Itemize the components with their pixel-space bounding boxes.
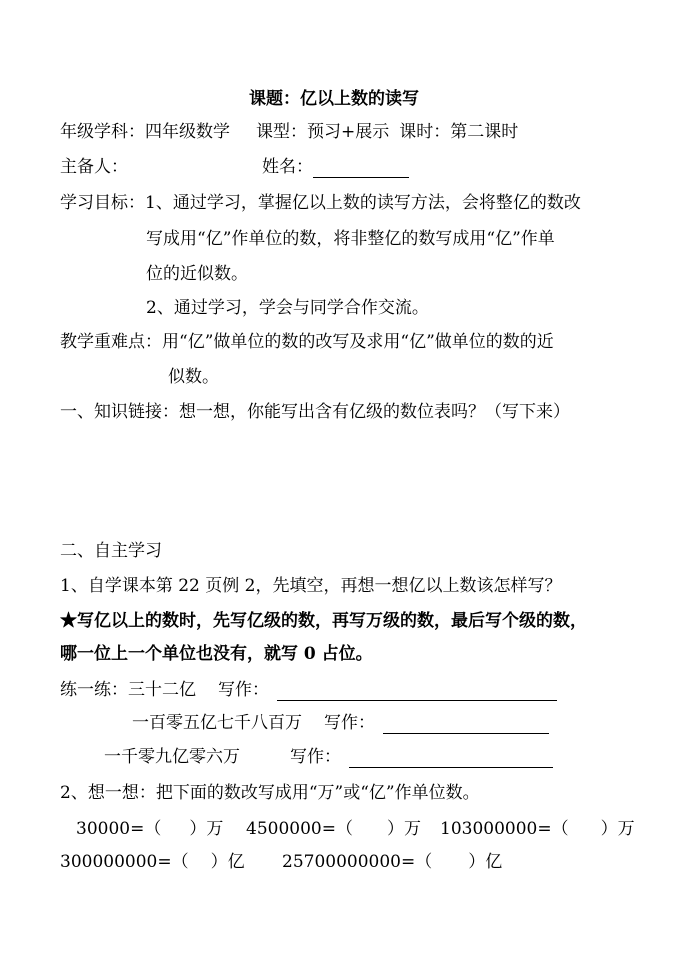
rule-line-1: ★写亿以上的数时，先写亿级的数，再写万级的数，最后写个级的数， — [60, 611, 587, 631]
conversion-item — [60, 851, 245, 873]
practice-row-3 — [104, 746, 553, 768]
preparer-label: 主备人： — [60, 157, 128, 177]
conversion-item — [76, 818, 223, 840]
conversion-unit: ）亿 — [210, 852, 245, 872]
conversion-unit: ）亿 — [468, 852, 503, 872]
objective-1-line-3: 位的近似数。 — [146, 264, 248, 284]
write-label: 写作： — [218, 680, 269, 700]
conversion-number: 25700000000=（ — [282, 852, 433, 872]
practice-row-1 — [60, 679, 557, 701]
conversion-item — [246, 818, 421, 840]
practice-row-2 — [132, 712, 549, 734]
conversion-item — [440, 818, 635, 840]
name-label: 姓名： — [262, 157, 313, 177]
objective-1-line-1: 1、通过学习，掌握亿以上数的读写方法，会将整亿的数改 — [145, 193, 581, 213]
practice-number: 三十二亿 — [128, 680, 196, 700]
lesson-period: 课时：第二课时 — [399, 122, 519, 142]
conversion-number: 30000=（ — [76, 819, 162, 839]
objectives-line-1 — [60, 192, 581, 214]
conversion-unit: ）万 — [189, 819, 224, 839]
objectives-label: 学习目标： — [60, 193, 145, 213]
conversion-number: 103000000=（ — [440, 819, 569, 839]
practice-number: 一百零五亿七千八百万 — [132, 713, 302, 733]
conversion-unit: ）万 — [386, 819, 421, 839]
self-study-heading: 二、自主学习 — [60, 541, 162, 561]
rule-line-2: 哪一位上一个单位也没有，就写 0 占位。 — [60, 644, 373, 664]
write-label: 写作： — [290, 747, 341, 767]
answer-blank[interactable] — [277, 682, 557, 701]
name-row — [262, 156, 409, 178]
answer-blank[interactable] — [349, 749, 553, 768]
objective-2: 2、通过学习，学会与同学合作交流。 — [146, 298, 429, 318]
key-points-line-2: 似数。 — [168, 367, 219, 387]
grade-subject: 年级学科：四年级数学 — [60, 122, 230, 142]
name-blank[interactable] — [313, 159, 409, 178]
answer-blank[interactable] — [383, 715, 549, 734]
task-2: 2、想一想：把下面的数改写成用“万”或“亿”作单位数。 — [60, 783, 480, 803]
conversion-number: 300000000=（ — [60, 852, 189, 872]
conversion-number: 4500000=（ — [246, 819, 353, 839]
conversion-item — [282, 851, 502, 873]
header-info-row — [60, 121, 518, 143]
key-points-line-1: 教学重难点：用“亿”做单位的数的改写及求用“亿”做单位的数的近 — [60, 332, 554, 352]
practice-number: 一千零九亿零六万 — [104, 747, 240, 767]
task-1: 1、自学课本第 22 页例 2，先填空，再想一想亿以上数该怎样写？ — [60, 576, 562, 596]
write-label: 写作： — [324, 713, 375, 733]
objective-1-line-2: 写成用“亿”作单位的数，将非整亿的数写成用“亿”作单 — [146, 229, 555, 249]
page-title: 课题：亿以上数的读写 — [249, 89, 419, 109]
lesson-type: 课型：预习+展示 — [256, 122, 390, 142]
conversion-unit: ）万 — [600, 819, 635, 839]
practice-label: 练一练： — [60, 680, 128, 700]
knowledge-link: 一、知识链接：想一想，你能写出含有亿级的数位表吗？（写下来） — [60, 402, 570, 422]
